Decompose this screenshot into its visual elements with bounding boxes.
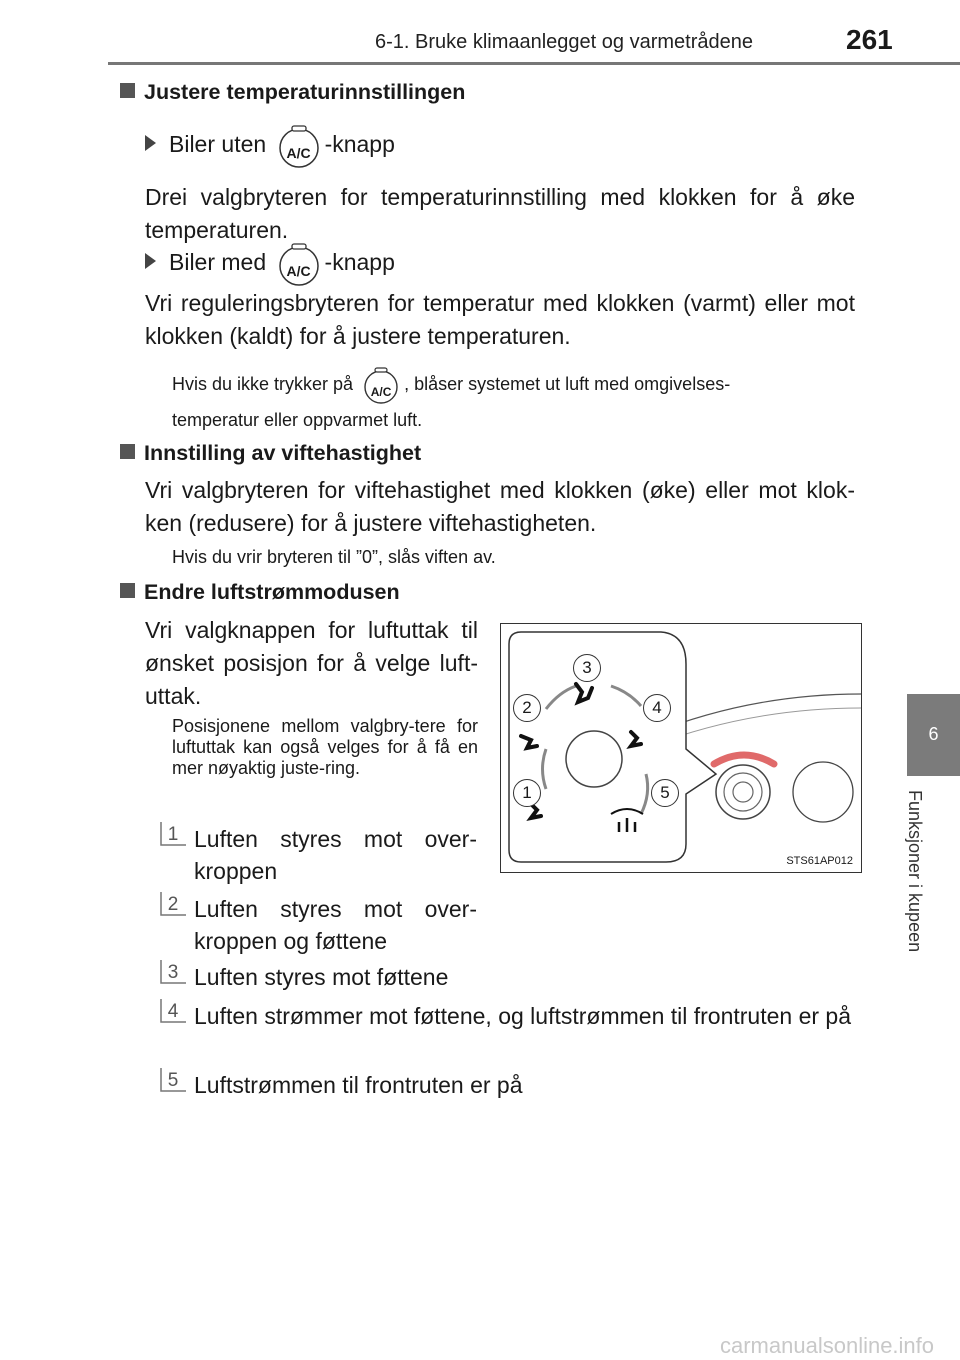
figure-number-5: 5 [651,779,679,807]
without-ac-text: Drei valgbryteren for temperaturinnstilling med klokken for å øke temperaturen. [145,184,855,243]
airflow-mode-figure [500,623,862,873]
fan-text: Vri valgbryteren for viftehastighet med klokken (øke) eller mot klok-ken (redusere) for å justere viftehastigheten. [145,477,855,536]
fan-heading: Innstilling av viftehastighet [120,441,421,466]
ac-note-line1: Hvis du ikke trykker på A/C , blåser systemet ut luft med omgivelses- [172,366,855,404]
number-3-icon: 3 [158,958,188,988]
chapter-label: Funksjoner i kupeen [905,790,925,953]
ac-button-icon: A/C [359,366,403,404]
ac-button-icon: A/C [274,242,324,286]
page-number: 261 [846,24,893,55]
number-5-icon: 5 [158,1066,188,1096]
airflow-heading: Endre luftstrømmodusen [120,580,400,605]
fan-note: Hvis du vrir bryteren til ”0”, slås viften av. [172,547,496,567]
figure-number-1: 1 [513,779,541,807]
number-2-icon: 2 [158,890,188,920]
figure-number-4: 4 [643,694,671,722]
item-2: 2 Luften styres mot over-kroppen og føttene [158,890,188,925]
item-4: 4 Luften strømmer mot føttene, og luftstrømmen til frontruten er på [158,997,188,1032]
number-4-icon: 4 [158,997,188,1027]
triangle-bullet-icon [145,135,156,151]
heading-bullet-icon [120,83,135,98]
heading-bullet-icon [120,444,135,459]
airflow-dial-illustration [501,624,861,872]
with-ac-line: Biler med A/C -knapp [145,242,865,286]
item-5: 5 Luftstrømmen til frontruten er på [158,1066,188,1101]
figure-label: STS61AP012 [786,855,853,867]
triangle-bullet-icon [145,253,156,269]
watermark: carmanualsonline.info [720,1333,935,1358]
airflow-note: Posisjonene mellom valgbry-tere for luftuttak kan også velges for å få en mer nøyaktig juste-ring. [172,716,478,778]
item-3: 3 Luften styres mot føttene [158,958,188,993]
chapter-label-container [905,790,955,980]
figure-number-2: 2 [513,694,541,722]
without-ac-line: Biler uten A/C -knapp [145,124,865,168]
figure-number-3: 3 [573,654,601,682]
temperature-heading: Justere temperaturinnstillingen [120,80,465,105]
heading-bullet-icon [120,583,135,598]
chapter-number: 6 [928,724,939,744]
airflow-text: Vri valgknappen for luftuttak til ønsket posisjon for å velge luft-uttak. [145,617,478,709]
ac-note-line2: temperatur eller oppvarmet luft. [172,410,423,430]
number-1-icon: 1 [158,820,188,850]
chapter-tab[interactable] [907,694,960,776]
header-rule [108,62,960,65]
with-ac-text: Vri reguleringsbryteren for temperatur med klokken (varmt) eller mot klokken (kaldt) for å justere temperaturen. [145,290,855,349]
item-1: 1 Luften styres mot over-kroppen [158,820,188,855]
section-title: 6-1. Bruke klimaanlegget og varmetrådene [375,31,753,53]
ac-button-icon: A/C [274,124,324,168]
